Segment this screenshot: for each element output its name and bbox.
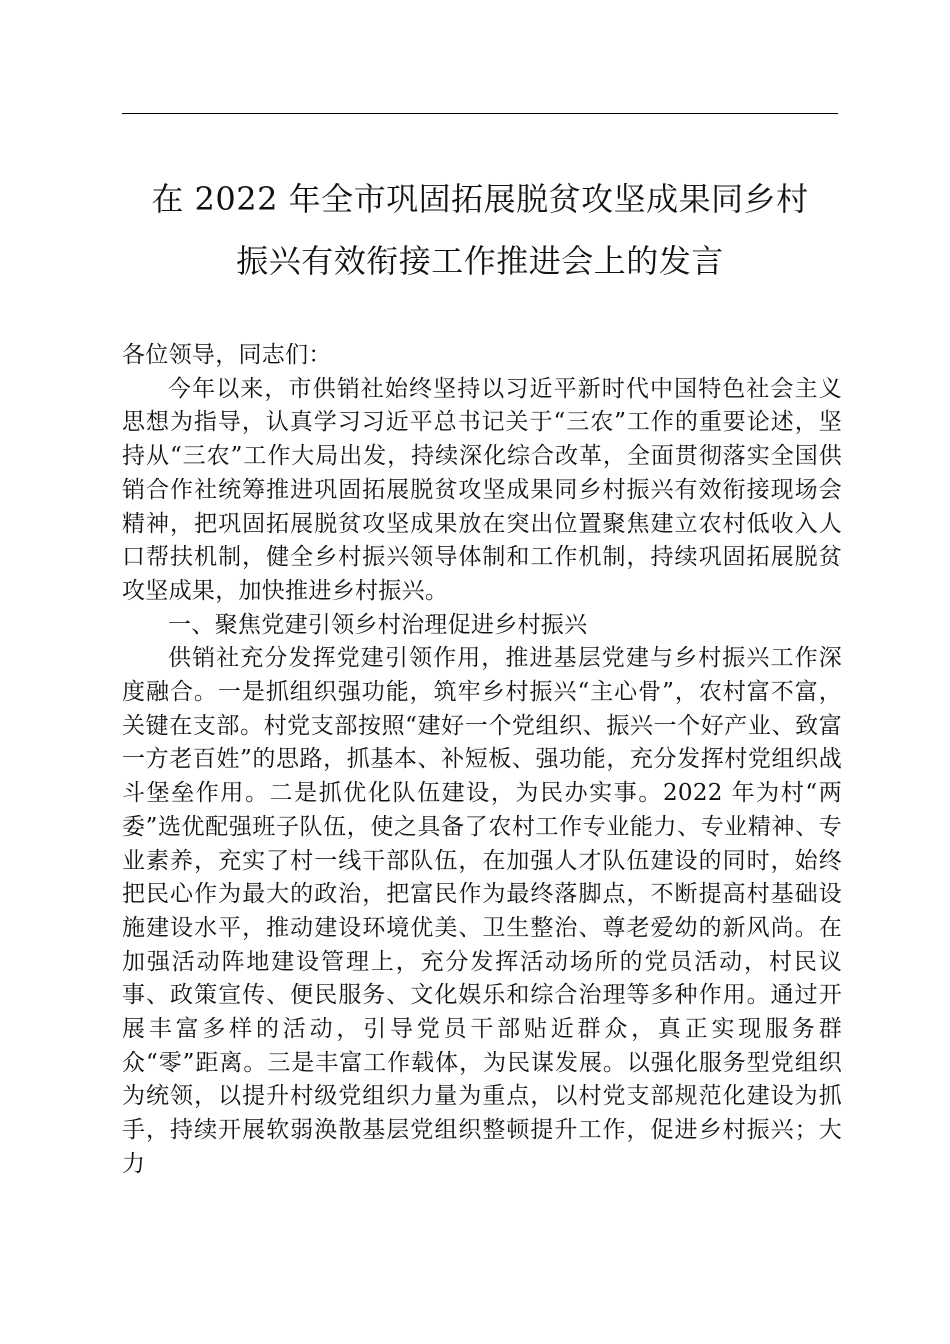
header-rule — [122, 113, 838, 114]
document-title — [100, 168, 860, 292]
title-line-1: 在 2022 年全市巩固拓展脱贫攻坚成果同乡村 — [151, 180, 809, 218]
salutation: 各位领导，同志们： — [122, 342, 332, 368]
document-body — [122, 339, 842, 1182]
title-line-2: 振兴有效衔接工作推进会上的发言 — [236, 242, 724, 280]
paragraph-intro: 今年以来，市供销社始终坚持以习近平新时代中国特色社会主义思想为指导，认真学习习近平总书记关于“三农”工作的重要论述，坚持从“三农”工作大局出发，持续深化综合改革，全面贯彻落实全国供销合作社统筹推进巩固拓展脱贫攻坚成果同乡村振兴有效衔接现场会精神，把巩固拓展脱贫攻坚成果放在突出位置聚焦建立农村低收入人口帮扶机制，健全乡村振兴领导体制和工作机制，持续巩固拓展脱贫攻坚成果，加快推进乡村振兴。 — [122, 375, 842, 604]
paragraph-section-1: 供销社充分发挥党建引领作用，推进基层党建与乡村振兴工作深度融合。一是抓组织强功能，筑牢乡村振兴“主心骨”，农村富不富，关键在支部。村党支部按照“建好一个党组织、振兴一个好产业、致富一方老百姓”的思路，抓基本、补短板、强功能，充分发挥村党组织战斗堡垒作用。二是抓优化队伍建设，为民办实事。2022 年为村“两委”选优配强班子队伍，使之具备了农村工作专业能力、专业精神、专业素养，充实了村一线干部队伍，在加强人才队伍建设的同时，始终把民心作为最大的政治，把富民作为最终落脚点，不断提高村基础设施建设水平，推动建设环境优美、卫生整治、尊老爱幼的新风尚。在加强活动阵地建设管理上，充分发挥活动场所的党员活动，村民议事、政策宣传、便民服务、文化娱乐和综合治理等多种作用。通过开展丰富多样的活动，引导党员干部贴近群众，真正实现服务群众“零”距离。三是丰富工作载体，为民谋发展。以强化服务型党组织为统领，以提升村级党组织力量为重点，以村党支部规范化建设为抓手，持续开展软弱涣散基层党组织整顿提升工作，促进乡村振兴；大力 — [122, 645, 842, 1177]
section-heading-1: 一、聚焦党建引领乡村治理促进乡村振兴 — [168, 611, 588, 638]
